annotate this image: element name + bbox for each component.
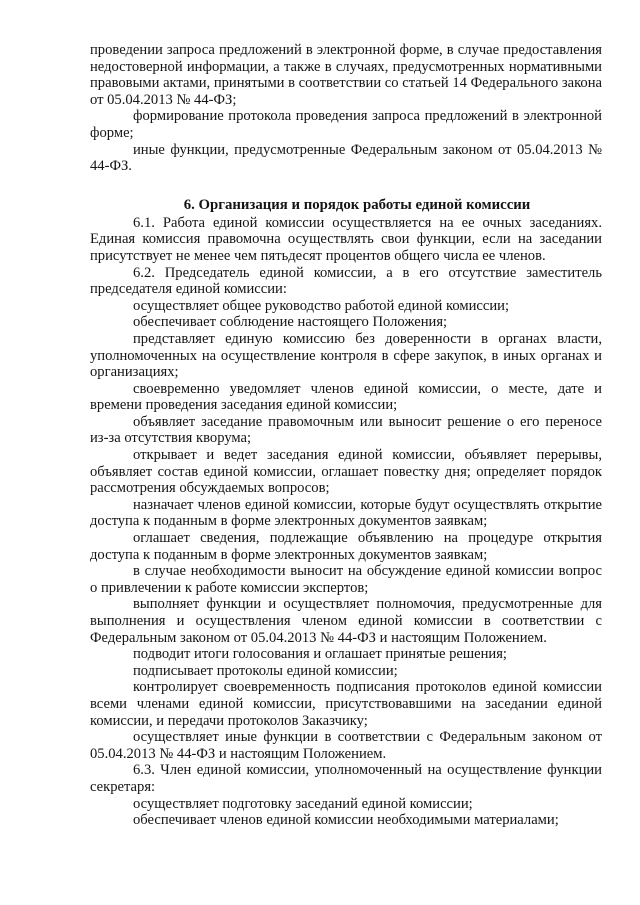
- section-heading: 6. Организация и порядок работы единой комиссии: [183, 196, 531, 213]
- paragraph-6-2: 6.2. Председатель единой комиссии, а в его отсутствие заместитель председателя единой комиссии:: [90, 264, 602, 298]
- list-item: осуществляет иные функции в соответствии с Федеральным законом от 05.04.2013 № 44-ФЗ и настоящим Положением.: [90, 729, 602, 762]
- list-item: оглашает сведения, подлежащие объявлению на процедуре открытия доступа к поданным в форме электронных документов заявкам;: [90, 530, 602, 563]
- list-item: подписывает протоколы единой комиссии;: [133, 662, 398, 679]
- list-item: осуществляет подготовку заседаний единой комиссии;: [133, 795, 473, 812]
- intro-paragraph-1: проведении запроса предложений в электронной форме, в случае предоставления недостоверной информации, а также в случаях, предусмотренных нормативными правовыми актами, принятыми в соответствии со статьей 14 Федерального закона от 05.04.2013 № 44-ФЗ;: [90, 42, 602, 108]
- list-item: в случае необходимости выносит на обсуждение единой комиссии вопрос о привлечении к работе комиссии экспертов;: [90, 563, 602, 596]
- paragraph-6-1: 6.1. Работа единой комиссии осуществляется на ее очных заседаниях. Единая комиссия правомочна осуществлять свои функции, если на заседании присутствует не менее чем пятьдесят процентов общего числа ее членов.: [90, 214, 602, 264]
- intro-paragraph-2: формирование протокола проведения запроса предложений в электронной форме;: [90, 108, 602, 141]
- list-item: открывает и ведет заседания единой комиссии, объявляет перерывы, объявляет состав единой комиссии, оглашает повестку дня; определяет порядок рассмотрения обсуждаемых вопросов;: [90, 447, 602, 497]
- list-item: обеспечивает соблюдение настоящего Положения;: [133, 314, 448, 331]
- list-item: назначает членов единой комиссии, которые будут осуществлять открытие доступа к поданным в форме электронных документов заявкам;: [90, 496, 602, 530]
- list-item: контролирует своевременность подписания протоколов единой комиссии всеми членами единой комиссии, присутствовавшими на заседании единой комиссии, и передачи протоколов Заказчику;: [90, 679, 602, 729]
- list-item: подводит итоги голосования и оглашает принятые решения;: [133, 646, 507, 663]
- list-item: объявляет заседание правомочным или выносит решение о его переносе из-за отсутствия кворума;: [90, 413, 602, 447]
- list-item: представляет единую комиссию без доверенности в органах власти, уполномоченных на осуществление контроля в сфере закупок, в иных органах и организациях;: [90, 330, 602, 381]
- section-spacer: [90, 175, 602, 197]
- list-item: выполняет функции и осуществляет полномочия, предусмотренные для выполнения и осуществления членом единой комиссии в соответствии с Федеральным законом от 05.04.2013 № 44-ФЗ и настоящим Положением.: [90, 596, 602, 646]
- intro-paragraph-3: иные функции, предусмотренные Федеральным законом от 05.04.2013 № 44-ФЗ.: [90, 141, 602, 175]
- list-item: обеспечивает членов единой комиссии необходимыми материалами;: [133, 812, 559, 829]
- list-item: своевременно уведомляет членов единой комиссии, о месте, дате и времени проведения заседания единой комиссии;: [90, 380, 602, 414]
- paragraph-6-3: 6.3. Член единой комиссии, уполномоченный на осуществление функции секретаря:: [90, 762, 602, 795]
- list-item: осуществляет общее руководство работой единой комиссии;: [133, 297, 510, 314]
- section-body: [90, 215, 602, 829]
